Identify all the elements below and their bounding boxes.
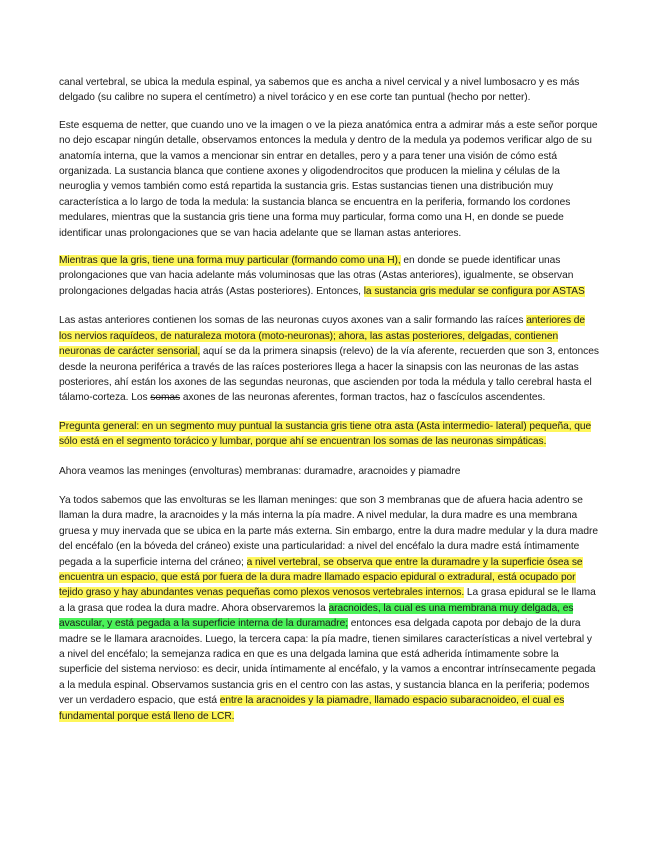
highlighted-text-yellow: la sustancia gris medular se configura por ASTAS (363, 285, 585, 297)
highlighted-text-yellow: Pregunta general: en un segmento muy puntual la sustancia gris tiene otra asta (Asta intermedio- lateral) pequeña, que sólo está en el segmento torácico y lumbar, porque ahí se encuentran los somas de las neuronas simpáticas. (59, 420, 592, 448)
text-run: canal vertebral, se ubica la medula espinal, ya sabemos que es ancha a nivel cervical y a nivel lumbosacro y es más delgado (su calibre no supera el centímetro) a nivel torácico y en ese corte tan puntual (hecho por netter). (59, 77, 580, 104)
paragraph-7 (59, 493, 599, 724)
paragraph-6 (59, 464, 599, 479)
text-run: entonces esa delgada capota por debajo de la dura madre se le llamara aracnoides. Luego, la tercera capa: la pía madre, tienen similares características a nivel vertebral y a nivel del encéfalo; la semejanza radica en que es una delgada lamina que está adherida íntimamente sobre la superficie del sistema nervioso: es decir, unida íntimamente al encéfalo, y la vamos a encontrar intrínsecamente pegada a la medula espinal. Observamos sustancia gris en el centro con las astas, y sustancia blanca en la periferia; podemos ver un verdadero espacio, que está (59, 618, 596, 707)
paragraph-2 (59, 118, 599, 241)
text-run: Ahora veamos las meninges (envolturas) membranas: duramadre, aracnoides y piamadre (59, 465, 461, 477)
paragraph-5 (59, 419, 599, 450)
highlighted-text-yellow: Mientras que la gris, tiene una forma muy particular (formando como una H), (59, 255, 401, 267)
text-run: aquí se da la primera sinapsis (relevo) de la vía aferente, recuerden que son 3, entonces desde la neurona periférica a través de las raíces posteriores llega a hacer la sinapsis con las neuronas de las astas posteriores, ahí están los axones de las segundas neuronas, que ascienden por toda la médula y tallo cerebral hasta el tálamo-corteza. Los (59, 346, 599, 404)
highlighted-text-yellow: anteriores de los nervios raquídeos, de naturaleza motora (moto-neuronas); ahora, las astas posteriores, delgadas, contienen neuronas de carácter sensorial, (59, 315, 586, 358)
highlighted-text-yellow: a nivel vertebral, se observa que entre la duramadre y la superficie ósea se encuentra un espacio, que está por fuera de la dura madre llamado espacio epidural o extradural, está ocupado por tejido graso y hay abundantes venas pequeñas como plexos venosos vertebrales internos. (59, 556, 583, 599)
paragraph-1 (59, 75, 599, 106)
text-run: La grasa epidural se le llama a la grasa que rodea la dura madre. Ahora observaremos la (59, 587, 596, 614)
highlighted-text-yellow: entre la aracnoides y la piamadre, llamado espacio subaracnoideo, el cual es fundamental porque está lleno de LCR. (59, 695, 565, 722)
text-run: Este esquema de netter, que cuando uno ve la imagen o ve la pieza anatómica entra a admirar más a este señor porque no dejo escapar ningún detalle, observamos entonces la medula y dentro de la medula ya podemos verificar algo de su anatomía interna, que la vamos a mencionar sin entrar en detalles, pero y a para tener una visión de cómo está organizada. La sustancia blanca que contiene axones y oligodendrocitos que producen la mielina y células de la neuroglia y vemos también como está repartida la sustancia gris. Estas sustancias tienen una distribución muy característica a lo largo de toda la medula: la sustancia blanca se encuentra en la periferia, formando los cordones medulares, mientras que la sustancia gris tiene una forma muy particular, forma como una H, en donde se puede identificar unas prolongaciones que se van hacia adelante que se llaman astas anteriores. (59, 119, 598, 239)
text-run: Ya todos sabemos que las envolturas se les llaman meninges: que son 3 membranas que de afuera hacia adentro se llaman la dura madre, la aracnoides y la más interna la pía madre. A nivel medular, la dura madre es una membrana gruesa y muy inervada que se ubica en la parte más externa. Sin embargo, entre la dura madre medular y la dura madre del encéfalo (en la bóveda del cráneo) existe una particularidad: a nivel del encéfalo la dura madre está íntimamente pegada a la superficie interna del cráneo; (59, 494, 598, 568)
paragraph-3 (59, 253, 599, 299)
text-run: Las astas anteriores contienen los somas de las neuronas cuyos axones van a salir formando las raíces (59, 315, 527, 327)
text-run: axones de las neuronas aferentes, forman tractos, haz o fascículos ascendentes. (180, 392, 546, 404)
document-body (59, 75, 599, 739)
paragraph-4 (59, 313, 599, 405)
strikethrough-text: somas (150, 392, 181, 404)
text-run: en donde se puede identificar unas prolongaciones que van hacia adelante más voluminosas que las otras (Astas anteriores), igualmente, se observan prolongaciones delgadas hacia atrás (Astas posteriores). Entonces, (59, 255, 574, 297)
highlighted-text-green: aracnoides, la cual es una membrana muy delgada, es avascular, y está pegada a la superficie interna de la duramadre; (59, 602, 574, 630)
